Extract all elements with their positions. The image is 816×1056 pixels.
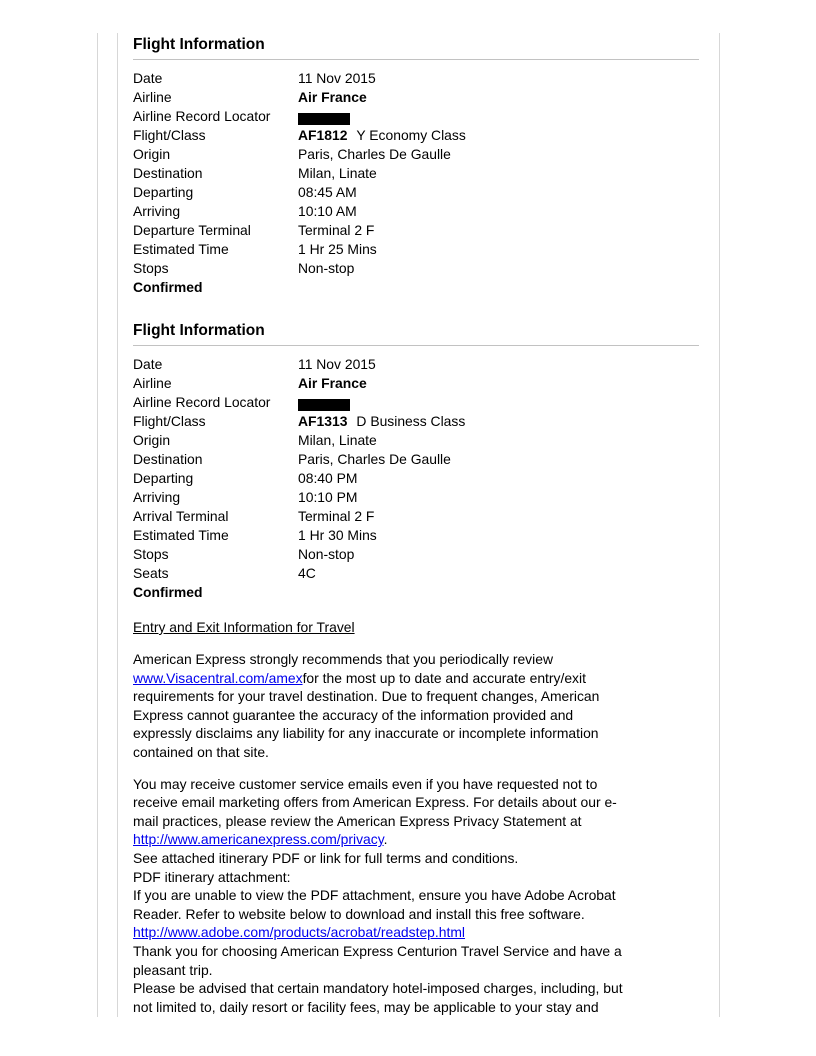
row-airline: [133, 88, 699, 107]
row-value: Paris, Charles De Gaulle: [298, 146, 451, 162]
row-seats: [133, 564, 699, 583]
paragraph-text: for the most up to date and accurate entry/exit: [302, 669, 586, 686]
entry-exit-heading: Entry and Exit Information for Travel: [133, 619, 355, 635]
row-value: 10:10 PM: [298, 489, 358, 505]
row-label: Airline Record Locator: [133, 394, 271, 410]
row-label: Destination: [133, 165, 203, 181]
row-label: Flight/Class: [133, 127, 206, 143]
quote-border-left-outer: [97, 33, 98, 1017]
row-label: Seats: [133, 565, 169, 581]
row-label: Origin: [133, 146, 171, 162]
paragraph-line: You may receive customer service emails even if you have requested not to: [133, 775, 598, 792]
row-origin: [133, 431, 699, 450]
cabin-class: D Business Class: [356, 413, 466, 429]
row-label: Airline: [133, 375, 172, 391]
paragraph-line: contained on that site.: [133, 743, 269, 760]
row-label: Stops: [133, 260, 169, 276]
row-label: Airline: [133, 89, 172, 105]
paragraph-line: If you are unable to view the PDF attachment, ensure you have Adobe Acrobat: [133, 887, 616, 904]
flight-number: AF1313: [298, 413, 348, 429]
section-title: Flight Information: [133, 323, 699, 346]
row-departure-terminal: [133, 221, 699, 240]
row-value: 08:40 PM: [298, 470, 358, 486]
status-confirmed: Confirmed: [133, 279, 203, 295]
row-estimated-time: [133, 526, 699, 545]
row-date: [133, 69, 699, 88]
row-label: Destination: [133, 451, 203, 467]
paragraph-line: Express cannot guarantee the accuracy of the information provided and: [133, 706, 574, 723]
row-value: 08:45 AM: [298, 184, 357, 200]
amex-privacy-link[interactable]: http://www.americanexpress.com/privacy: [133, 831, 384, 848]
row-label: Estimated Time: [133, 527, 229, 543]
row-departing: [133, 183, 699, 202]
row-value: 10:10 AM: [298, 203, 357, 219]
row-destination: [133, 450, 699, 469]
row-flight-class: [133, 126, 699, 145]
row-label: Arriving: [133, 203, 181, 219]
paragraph-line: pleasant trip.: [133, 961, 213, 978]
flight-number: AF1812: [298, 127, 348, 143]
row-value: 11 Nov 2015: [298, 70, 376, 86]
row-label: Estimated Time: [133, 241, 229, 257]
row-label: Departing: [133, 184, 194, 200]
flight-info-section-2: [133, 323, 699, 602]
row-label: Departure Terminal: [133, 222, 251, 238]
adobe-acrobat-link[interactable]: http://www.adobe.com/products/acrobat/readstep.html: [133, 924, 466, 941]
row-value: Milan, Linate: [298, 165, 377, 181]
row-record-locator: [133, 393, 699, 412]
notices-paragraph: [133, 775, 699, 1017]
row-value: 1 Hr 25 Mins: [298, 241, 377, 257]
row-value: [298, 412, 465, 431]
paragraph-line: mail practices, please review the American Express Privacy Statement at: [133, 812, 582, 829]
paragraph-line: not limited to, daily resort or facility fees, may be applicable to your stay and: [133, 998, 599, 1015]
cabin-class: Y Economy Class: [356, 127, 466, 143]
visa-advisory-paragraph: [133, 650, 699, 762]
paragraph-line: Thank you for choosing American Express Centurion Travel Service and have a: [133, 942, 622, 959]
row-label: Date: [133, 70, 163, 86]
row-arriving: [133, 202, 699, 221]
row-destination: [133, 164, 699, 183]
row-label: Date: [133, 356, 163, 372]
row-value: [298, 126, 466, 145]
row-label: Airline Record Locator: [133, 108, 271, 124]
flight-info-section-1: [133, 37, 699, 297]
row-arriving: [133, 488, 699, 507]
row-value: Air France: [298, 89, 367, 105]
paragraph-line: Please be advised that certain mandatory hotel-imposed charges, including, but: [133, 980, 623, 997]
row-value: Terminal 2 F: [298, 222, 375, 238]
visacentral-link[interactable]: www.Visacentral.com/amex: [133, 669, 303, 686]
row-value: Non-stop: [298, 260, 355, 276]
row-label: Arriving: [133, 489, 181, 505]
row-value: Paris, Charles De Gaulle: [298, 451, 451, 467]
paragraph-line: [133, 669, 699, 688]
row-airline: [133, 374, 699, 393]
row-date: [133, 355, 699, 374]
flight-details-table: [133, 69, 699, 297]
row-value: 4C: [298, 565, 316, 581]
row-value: Milan, Linate: [298, 432, 377, 448]
row-stops: [133, 545, 699, 564]
paragraph-line: requirements for your travel destination. Due to frequent changes, American: [133, 688, 600, 705]
row-value: 11 Nov 2015: [298, 356, 376, 372]
row-record-locator: [133, 107, 699, 126]
paragraph-line: [133, 923, 699, 942]
row-label: Flight/Class: [133, 413, 206, 429]
row-value: [298, 107, 350, 126]
row-value: Air France: [298, 375, 367, 391]
paragraph-line: expressly disclaims any liability for any inaccurate or incomplete information: [133, 725, 599, 742]
redacted-record-locator: [298, 113, 350, 125]
quote-border-left-inner: [117, 33, 118, 1017]
row-label: Arrival Terminal: [133, 508, 229, 524]
row-value: [298, 393, 350, 412]
flight-details-table: [133, 355, 699, 602]
paragraph-line: [133, 830, 699, 849]
quote-border-right: [719, 33, 720, 1017]
paragraph-line: receive email marketing offers from American Express. For details about our e-: [133, 794, 617, 811]
paragraph-line: American Express strongly recommends that you periodically review: [133, 651, 553, 667]
paragraph-text: .: [383, 831, 388, 848]
row-arrival-terminal: [133, 507, 699, 526]
row-estimated-time: [133, 240, 699, 259]
itinerary-body: [133, 37, 699, 1016]
status-confirmed: Confirmed: [133, 584, 203, 600]
row-stops: [133, 259, 699, 278]
paragraph-line: PDF itinerary attachment:: [133, 868, 291, 885]
row-label: Stops: [133, 546, 169, 562]
row-value: 1 Hr 30 Mins: [298, 527, 377, 543]
row-value: Non-stop: [298, 546, 355, 562]
row-flight-class: [133, 412, 699, 431]
row-departing: [133, 469, 699, 488]
row-label: Departing: [133, 470, 194, 486]
paragraph-line: See attached itinerary PDF or link for full terms and conditions.: [133, 849, 519, 866]
redacted-record-locator: [298, 399, 350, 411]
row-label: Origin: [133, 432, 171, 448]
section-title: Flight Information: [133, 37, 699, 60]
paragraph-line: Reader. Refer to website below to download and install this free software.: [133, 905, 585, 922]
row-value: Terminal 2 F: [298, 508, 375, 524]
row-origin: [133, 145, 699, 164]
